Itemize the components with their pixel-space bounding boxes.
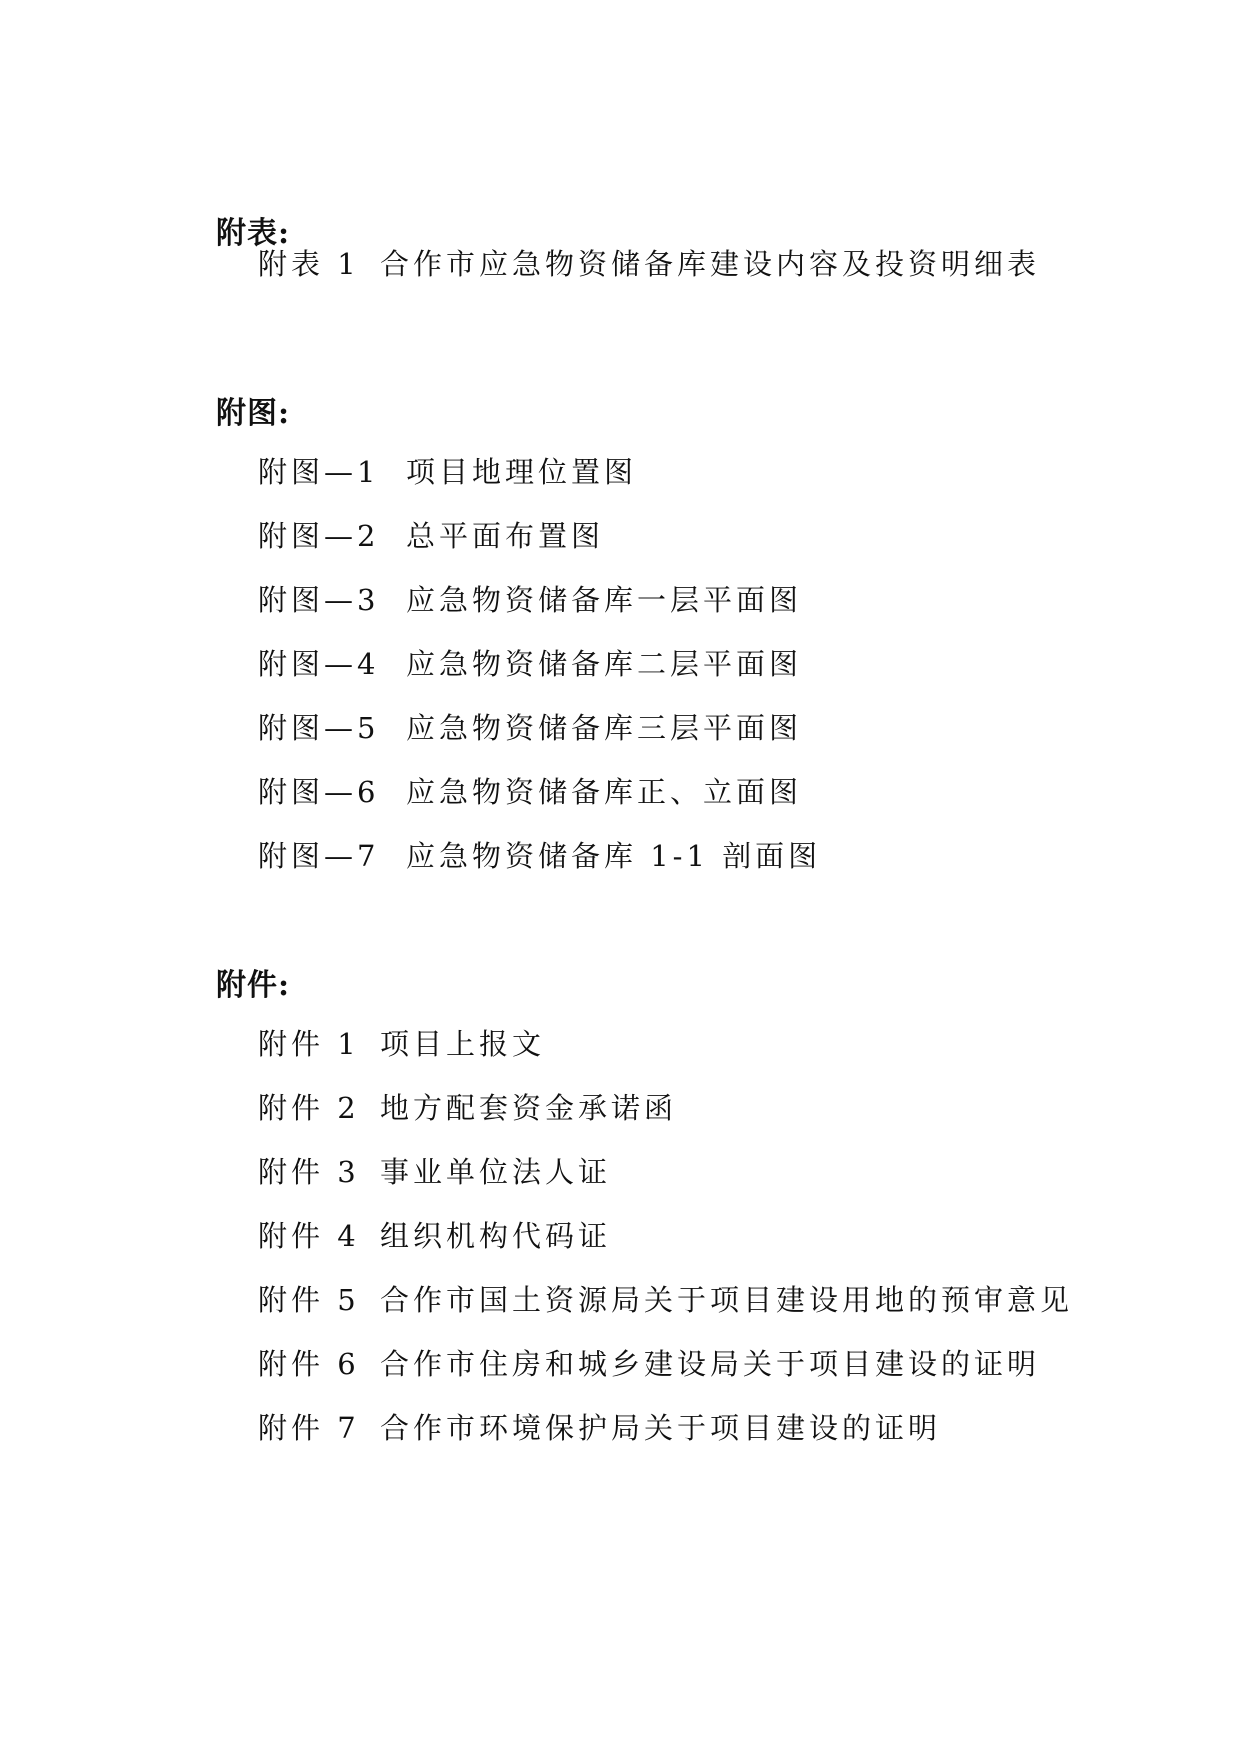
attached-figure-code: 附图—5: [258, 711, 380, 745]
attached-figure-code: 附图—7: [258, 839, 380, 873]
attachment-item: [258, 1408, 942, 1448]
attached-figure-item: [258, 836, 822, 876]
attachment-code: 附件 6: [258, 1347, 360, 1381]
attached-table-code: 附表 1: [258, 247, 360, 281]
attachment-item: [258, 1024, 546, 1064]
attachment-title: 组织机构代码证: [380, 1219, 612, 1253]
attached-figure-code: 附图—1: [258, 455, 380, 489]
attachment-title: 合作市国土资源局关于项目建设用地的预审意见: [380, 1283, 1074, 1317]
attached-figure-item: [258, 772, 803, 812]
attached-figure-title: 项目地理位置图: [406, 455, 638, 489]
attachment-item: [258, 1280, 1074, 1320]
attachment-item: [258, 1216, 612, 1256]
attached-figure-title: 应急物资储备库一层平面图: [406, 583, 803, 617]
attached-figures-heading: 附图:: [216, 396, 291, 431]
attachments-heading: 附件:: [216, 968, 291, 1003]
attachment-item: [258, 1152, 612, 1192]
attachment-title: 合作市环境保护局关于项目建设的证明: [380, 1411, 942, 1445]
attachment-item: [258, 1088, 678, 1128]
attached-table-item: [258, 244, 1041, 284]
attachment-code: 附件 5: [258, 1283, 360, 1317]
attachment-code: 附件 3: [258, 1155, 360, 1189]
attached-figure-item: [258, 644, 803, 684]
attachment-title: 地方配套资金承诺函: [380, 1091, 678, 1125]
attached-figure-item: [258, 580, 803, 620]
attached-tables-heading: 附表:: [216, 216, 291, 251]
attached-figure-item: [258, 516, 605, 556]
attached-figure-code: 附图—3: [258, 583, 380, 617]
attached-figure-title: 总平面布置图: [406, 519, 605, 553]
attachment-code: 附件 2: [258, 1091, 360, 1125]
attached-figure-code: 附图—6: [258, 775, 380, 809]
attachment-code: 附件 4: [258, 1219, 360, 1253]
attachment-title: 事业单位法人证: [380, 1155, 612, 1189]
attached-table-title: 合作市应急物资储备库建设内容及投资明细表: [380, 247, 1041, 281]
attachment-code: 附件 1: [258, 1027, 360, 1061]
attached-figure-item: [258, 708, 803, 748]
attachment-code: 附件 7: [258, 1411, 360, 1445]
attached-figure-title: 应急物资储备库三层平面图: [406, 711, 803, 745]
attachment-title: 项目上报文: [380, 1027, 546, 1061]
attached-figure-title: 应急物资储备库正、立面图: [406, 775, 803, 809]
attached-figure-code: 附图—2: [258, 519, 380, 553]
attached-figure-code: 附图—4: [258, 647, 380, 681]
attached-figure-title: 应急物资储备库 1-1 剖面图: [406, 839, 822, 873]
attached-figure-title: 应急物资储备库二层平面图: [406, 647, 803, 681]
attachment-item: [258, 1344, 1041, 1384]
attachment-title: 合作市住房和城乡建设局关于项目建设的证明: [380, 1347, 1041, 1381]
attached-figure-item: [258, 452, 638, 492]
